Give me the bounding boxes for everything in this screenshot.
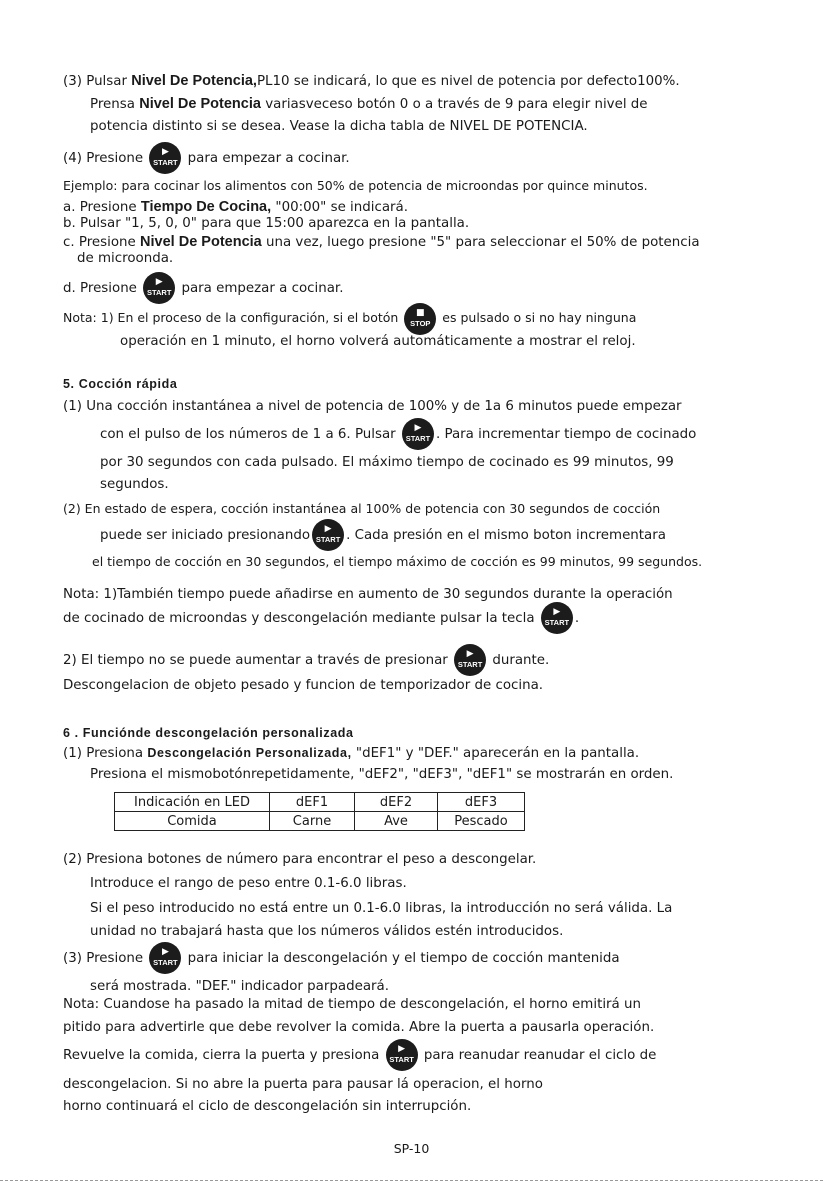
stop-button-icon: ■ STOP xyxy=(404,303,436,335)
note-line: Nota: Cuandose ha pasado la mitad de tiempo de descongelación, el horno emitirá un xyxy=(63,997,641,1012)
paragraph-line: con el pulso de los números de 1 a 6. Pulsar ▶ START . Para incrementar tiempo de cocinado xyxy=(100,426,696,444)
paragraph-line: por 30 segundos con cada pulsado. El máximo tiempo de cocinado es 99 minutos, 99 xyxy=(100,455,674,470)
paragraph-line: el tiempo de cocción en 30 segundos, el tiempo máximo de cocción es 99 minutos, 99 segundos. xyxy=(92,554,703,569)
note-line: Descongelacion de objeto pesado y funcion de temporizador de cocina. xyxy=(63,678,544,693)
paragraph-line: (1) Una cocción instantánea a nivel de potencia de 100% y de 1a 6 minutos puede empezar xyxy=(63,399,682,414)
paragraph-line: Introduce el rango de peso entre 0.1-6.0 libras. xyxy=(90,876,407,891)
paragraph-line: Prensa Nivel De Potencia variasveceso botón 0 o a través de 9 para elegir nivel de xyxy=(90,96,648,112)
note-line: operación en 1 minuto, el horno volverá automáticamente a mostrar el reloj. xyxy=(120,334,636,349)
paragraph-line: puede ser iniciado presionando ▶ START . Cada presión en el mismo boton incrementara xyxy=(100,527,666,545)
table-cell: Indicación en LED xyxy=(115,793,270,812)
paragraph-line: (3) Presione ▶ START para iniciar la descongelación y el tiempo de cocción mantenida xyxy=(63,950,620,968)
paragraph-line: (1) Presiona Descongelación Personalizada, "dEF1" y "DEF." aparecerán en la pantalla. xyxy=(63,746,640,761)
page-number: SP-10 xyxy=(393,1141,430,1156)
paragraph-line: Si el peso introducido no está entre un 0.1-6.0 libras, la introducción no será válida. La xyxy=(90,901,673,916)
start-button-icon: ▶ START xyxy=(402,418,434,450)
step-line: de microonda. xyxy=(77,251,174,266)
note-line: 2) El tiempo no se puede aumentar a través de presionar ▶ START durante. xyxy=(63,652,549,670)
table-cell: dEF3 xyxy=(438,793,525,812)
table-row xyxy=(115,812,525,831)
paragraph-line: potencia distinto si se desea. Vease la dicha tabla de NIVEL DE POTENCIA. xyxy=(90,119,588,134)
table-row xyxy=(115,793,525,812)
start-button-icon: ▶ START xyxy=(149,942,181,974)
start-button-icon: ▶ START xyxy=(386,1039,418,1071)
paragraph-line: segundos. xyxy=(100,477,169,492)
note-line: horno continuará el ciclo de descongelación sin interrupción. xyxy=(63,1099,472,1114)
step-line: a. Presione Tiempo De Cocina, "00:00" se indicará. xyxy=(63,199,409,215)
section-heading: 6 . Funciónde descongelación personalizada xyxy=(63,726,354,740)
note-line: Revuelve la comida, cierra la puerta y presiona ▶ START para reanudar reanudar el ciclo de xyxy=(63,1047,656,1065)
paragraph-line: (2) En estado de espera, cocción instantánea al 100% de potencia con 30 segundos de cocción xyxy=(63,501,661,516)
custom-defrost-key: Descongelación Personalizada, xyxy=(147,746,352,760)
power-level-key: Nivel De Potencia, xyxy=(131,73,257,89)
paragraph-line: unidad no trabajará hasta que los números válidos estén introducidos. xyxy=(90,924,564,939)
note-line: Nota: 1)También tiempo puede añadirse en aumento de 30 segundos durante la operación xyxy=(63,587,673,602)
table-cell: Carne xyxy=(270,812,355,831)
note-line: de cocinado de microondas y descongelación mediante pulsar la tecla ▶ START . xyxy=(63,610,579,628)
bottom-rule xyxy=(0,1180,823,1181)
power-level-key: Nivel De Potencia xyxy=(140,234,262,250)
start-button-icon: ▶ START xyxy=(143,272,175,304)
start-button-icon: ▶ START xyxy=(149,142,181,174)
paragraph-line: (3) Pulsar Nivel De Potencia,PL10 se indicará, lo que es nivel de potencia por defecto100%. xyxy=(63,73,680,89)
section-heading: 5. Cocción rápida xyxy=(63,377,178,391)
table-cell: Ave xyxy=(355,812,438,831)
step-line: c. Presione Nivel De Potencia una vez, luego presione "5" para seleccionar el 50% de potencia xyxy=(63,234,700,250)
note-line: pitido para advertirle que debe revolver la comida. Abre la puerta a pausarla operación. xyxy=(63,1020,655,1035)
note-line: Nota: 1) En el proceso de la configuración, si el botón ■ STOP es pulsado o si no hay ninguna xyxy=(63,309,636,327)
paragraph-line: Presiona el mismobotónrepetidamente, "dEF2", "dEF3", "dEF1" se mostrarán en orden. xyxy=(90,767,674,782)
defrost-table xyxy=(114,792,525,831)
table-cell: Comida xyxy=(115,812,270,831)
start-button-icon: ▶ START xyxy=(454,644,486,676)
paragraph-line: (4) Presione ▶ START para empezar a cocinar. xyxy=(63,150,350,168)
paragraph-line: será mostrada. "DEF." indicador parpadeará. xyxy=(90,979,390,994)
power-level-key: Nivel De Potencia xyxy=(139,96,261,112)
start-button-icon: ▶ START xyxy=(541,602,573,634)
table-cell: Pescado xyxy=(438,812,525,831)
step-line: d. Presione ▶ START para empezar a cocinar. xyxy=(63,280,343,298)
cook-time-key: Tiempo De Cocina, xyxy=(140,199,272,215)
start-button-icon: ▶ START xyxy=(312,519,344,551)
paragraph-line: (2) Presiona botones de número para encontrar el peso a descongelar. xyxy=(63,852,537,867)
table-cell: dEF1 xyxy=(270,793,355,812)
example-line: Ejemplo: para cocinar los alimentos con 50% de potencia de microondas por quince minutos. xyxy=(63,178,648,193)
note-line: descongelacion. Si no abre la puerta para pausar lá operacion, el horno xyxy=(63,1077,543,1092)
step-line: b. Pulsar "1, 5, 0, 0" para que 15:00 aparezca en la pantalla. xyxy=(63,216,470,231)
table-cell: dEF2 xyxy=(355,793,438,812)
